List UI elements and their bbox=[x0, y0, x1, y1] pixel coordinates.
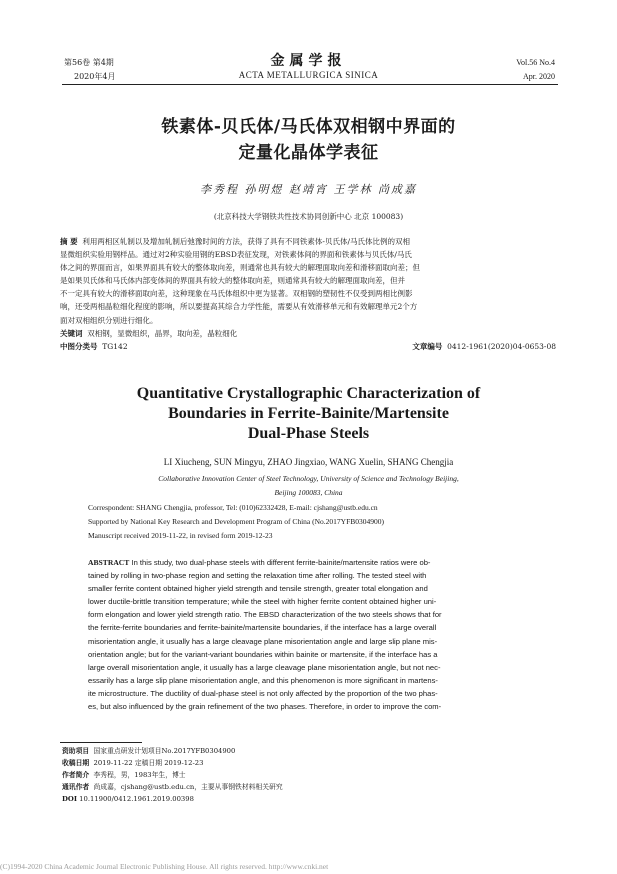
abstract-en-line: orientation angle; but for the variant-variant boundaries within bainite or martensite, if the interface has a bbox=[88, 649, 438, 659]
footnote-funding: 资助项目 国家重点研发计划项目No.2017YFB0304900 bbox=[62, 747, 236, 755]
title-en-line3: Dual-Phase Steels bbox=[247, 425, 370, 442]
affiliation-en-line1: Collaborative Innovation Center of Steel Technology, University of Science and Technology Beijing, bbox=[158, 474, 459, 483]
abstract-cn-line: 不一定具有较大的滑移面取向差，这种现象在马氏体组织中更为显著。双相钢的塑韧性不仅受到两相比例影 bbox=[60, 289, 413, 299]
abstract-cn-line: 响，还受两相晶粒细化程度的影响，所以要提高其综合力学性能，需要从有效滑移单元和有效解理单元2个方 bbox=[60, 302, 418, 312]
footnote-correspondent: 通讯作者 尚成嘉，cjshang@ustb.edu.cn，主要从事钢铁材料相关研究 bbox=[62, 783, 283, 791]
footnote-author-bio: 作者简介 李秀程，男，1983年生，博士 bbox=[62, 771, 186, 779]
abstract-en-line: form elongation and lower yield strength ratio. The EBSD characterization of the two steels shows that for bbox=[88, 610, 442, 620]
footnote-received: 收稿日期 2019-11-22 定稿日期 2019-12-23 bbox=[62, 759, 204, 767]
footnotes bbox=[62, 745, 283, 805]
volume-issue-cn: 第56卷 第4期 bbox=[64, 58, 114, 67]
abstract-cn-label: 摘 要 bbox=[60, 237, 78, 246]
abstract-cn-line: 体之间的界面而言，如果界面具有较大的整体取向差，则通常也具有较大的解理面取向差和滑移面取向差；但 bbox=[60, 263, 420, 273]
abstract-en-line: ABSTRACT In this study, two dual-phase steels with different ferrite-bainite/martensite ratios were ob- bbox=[88, 558, 431, 567]
classification-row bbox=[60, 340, 556, 353]
date-cn: 2020年4月 bbox=[74, 72, 116, 81]
title-en-line2: Boundaries in Ferrite-Bainite/Martensite bbox=[168, 405, 449, 422]
title-cn-line2: 定量化晶体学表征 bbox=[238, 143, 379, 163]
classification-cn: 中图分类号 TG142 bbox=[60, 341, 128, 351]
abstract-cn-line: 是如果贝氏体和马氏体内部变体间的界面具有较大的整体取向差，则通常具有较大的解理面取向差，但并 bbox=[60, 276, 405, 286]
abstract-en-line: ite microstructure. The ductility of dual-phase steel is not only affected by the proportion of the two phas- bbox=[88, 688, 438, 698]
abstract-en-label: ABSTRACT bbox=[88, 558, 130, 567]
abstract-cn-line: 摘 要 利用两相区轧制以及增加轧制后弛豫时间的方法，获得了具有不同铁素体-贝氏体/马氏体比例的双相 bbox=[60, 237, 410, 246]
title-cn-line1: 铁素体-贝氏体/马氏体双相钢中界面的 bbox=[161, 117, 456, 137]
copyright-footer: (C)1994-2020 China Academic Journal Electronic Publishing House. All rights reserved. http://www.cnki.net bbox=[0, 862, 329, 871]
abstract-cn-line: 面对双相组织分别进行细化。 bbox=[60, 315, 158, 325]
correspondent: Correspondent: SHANG Chengjia, professor, Tel: (010)62332428, E-mail: cjshang@ustb.edu.cn bbox=[88, 503, 378, 512]
footnote-rule bbox=[60, 742, 142, 743]
abstract-en-line: es, but also influenced by the grain refinement of the two phases. Therefore, in order to improve the com- bbox=[88, 702, 442, 712]
header-rule bbox=[62, 84, 558, 85]
abstract-en-line: the ferrite-ferrite boundaries and ferrite-bainite/martensite boundaries, if the interface has a large overall bbox=[88, 623, 437, 633]
abstract-en-line: lower ductile-brittle transition temperature; while the steel with higher ferrite content obtained higher uni- bbox=[88, 597, 437, 607]
authors-en: LI Xiucheng, SUN Mingyu, ZHAO Jingxiao, WANG Xuelin, SHANG Chengjia bbox=[163, 457, 454, 467]
abstract-en-line: tained by rolling in two-phase region and setting the relaxation time after rolling. The tested steel with bbox=[88, 571, 427, 581]
keywords-cn: 关键词 双相钢，显微组织，晶界，取向差，晶粒细化 bbox=[60, 328, 238, 338]
affiliation-en-line2: Beijing 100083, China bbox=[274, 488, 343, 497]
abstract-cn bbox=[60, 235, 556, 353]
abstract-en-line: essarily has a large slip plane misorientation angle, and this phenomenon is more significant in martens- bbox=[88, 675, 438, 685]
footnote-doi: DOI 10.11900/0412.1961.2019.00398 bbox=[62, 795, 194, 803]
abstract-en-line: misorientation angle, it usually has a large cleavage plane misorientation angle and large slip plane mis- bbox=[88, 636, 438, 646]
journal-name-en: ACTA METALLURGICA SINICA bbox=[238, 70, 379, 80]
support: Supported by National Key Research and Development Program of China (No.2017YFB0304900) bbox=[88, 517, 384, 526]
affiliation-cn: (北京科技大学钢铁共性技术协同创新中心 北京 100083) bbox=[213, 212, 404, 221]
article-no-cn: 文章编号 0412-1961(2020)04-0653-08 bbox=[412, 341, 556, 351]
manuscript-dates: Manuscript received 2019-11-22, in revised form 2019-12-23 bbox=[88, 531, 273, 540]
authors-cn: 李秀程 孙明煜 赵靖宵 王学林 尚成嘉 bbox=[200, 183, 417, 196]
abstract-en-line: smaller ferrite content obtained higher yield strength and tensile strength, greater total elongation and bbox=[88, 584, 428, 594]
abstract-en bbox=[88, 556, 528, 713]
volume-issue-en: Vol.56 No.4 bbox=[516, 58, 555, 67]
abstract-en-line: large overall misorientation angle, it usually has a large cleavage plane misorientation angle, but not nec- bbox=[88, 662, 441, 672]
date-en: Apr. 2020 bbox=[523, 72, 555, 81]
abstract-cn-line: 显微组织实验用钢样品。通过对2种实验用钢的EBSD表征发现，对铁素体间的界面和铁素体与贝氏体/马氏 bbox=[60, 250, 412, 260]
title-en-line1: Quantitative Crystallographic Characterization of bbox=[136, 385, 481, 402]
journal-logo: 金属学报 bbox=[270, 53, 347, 69]
